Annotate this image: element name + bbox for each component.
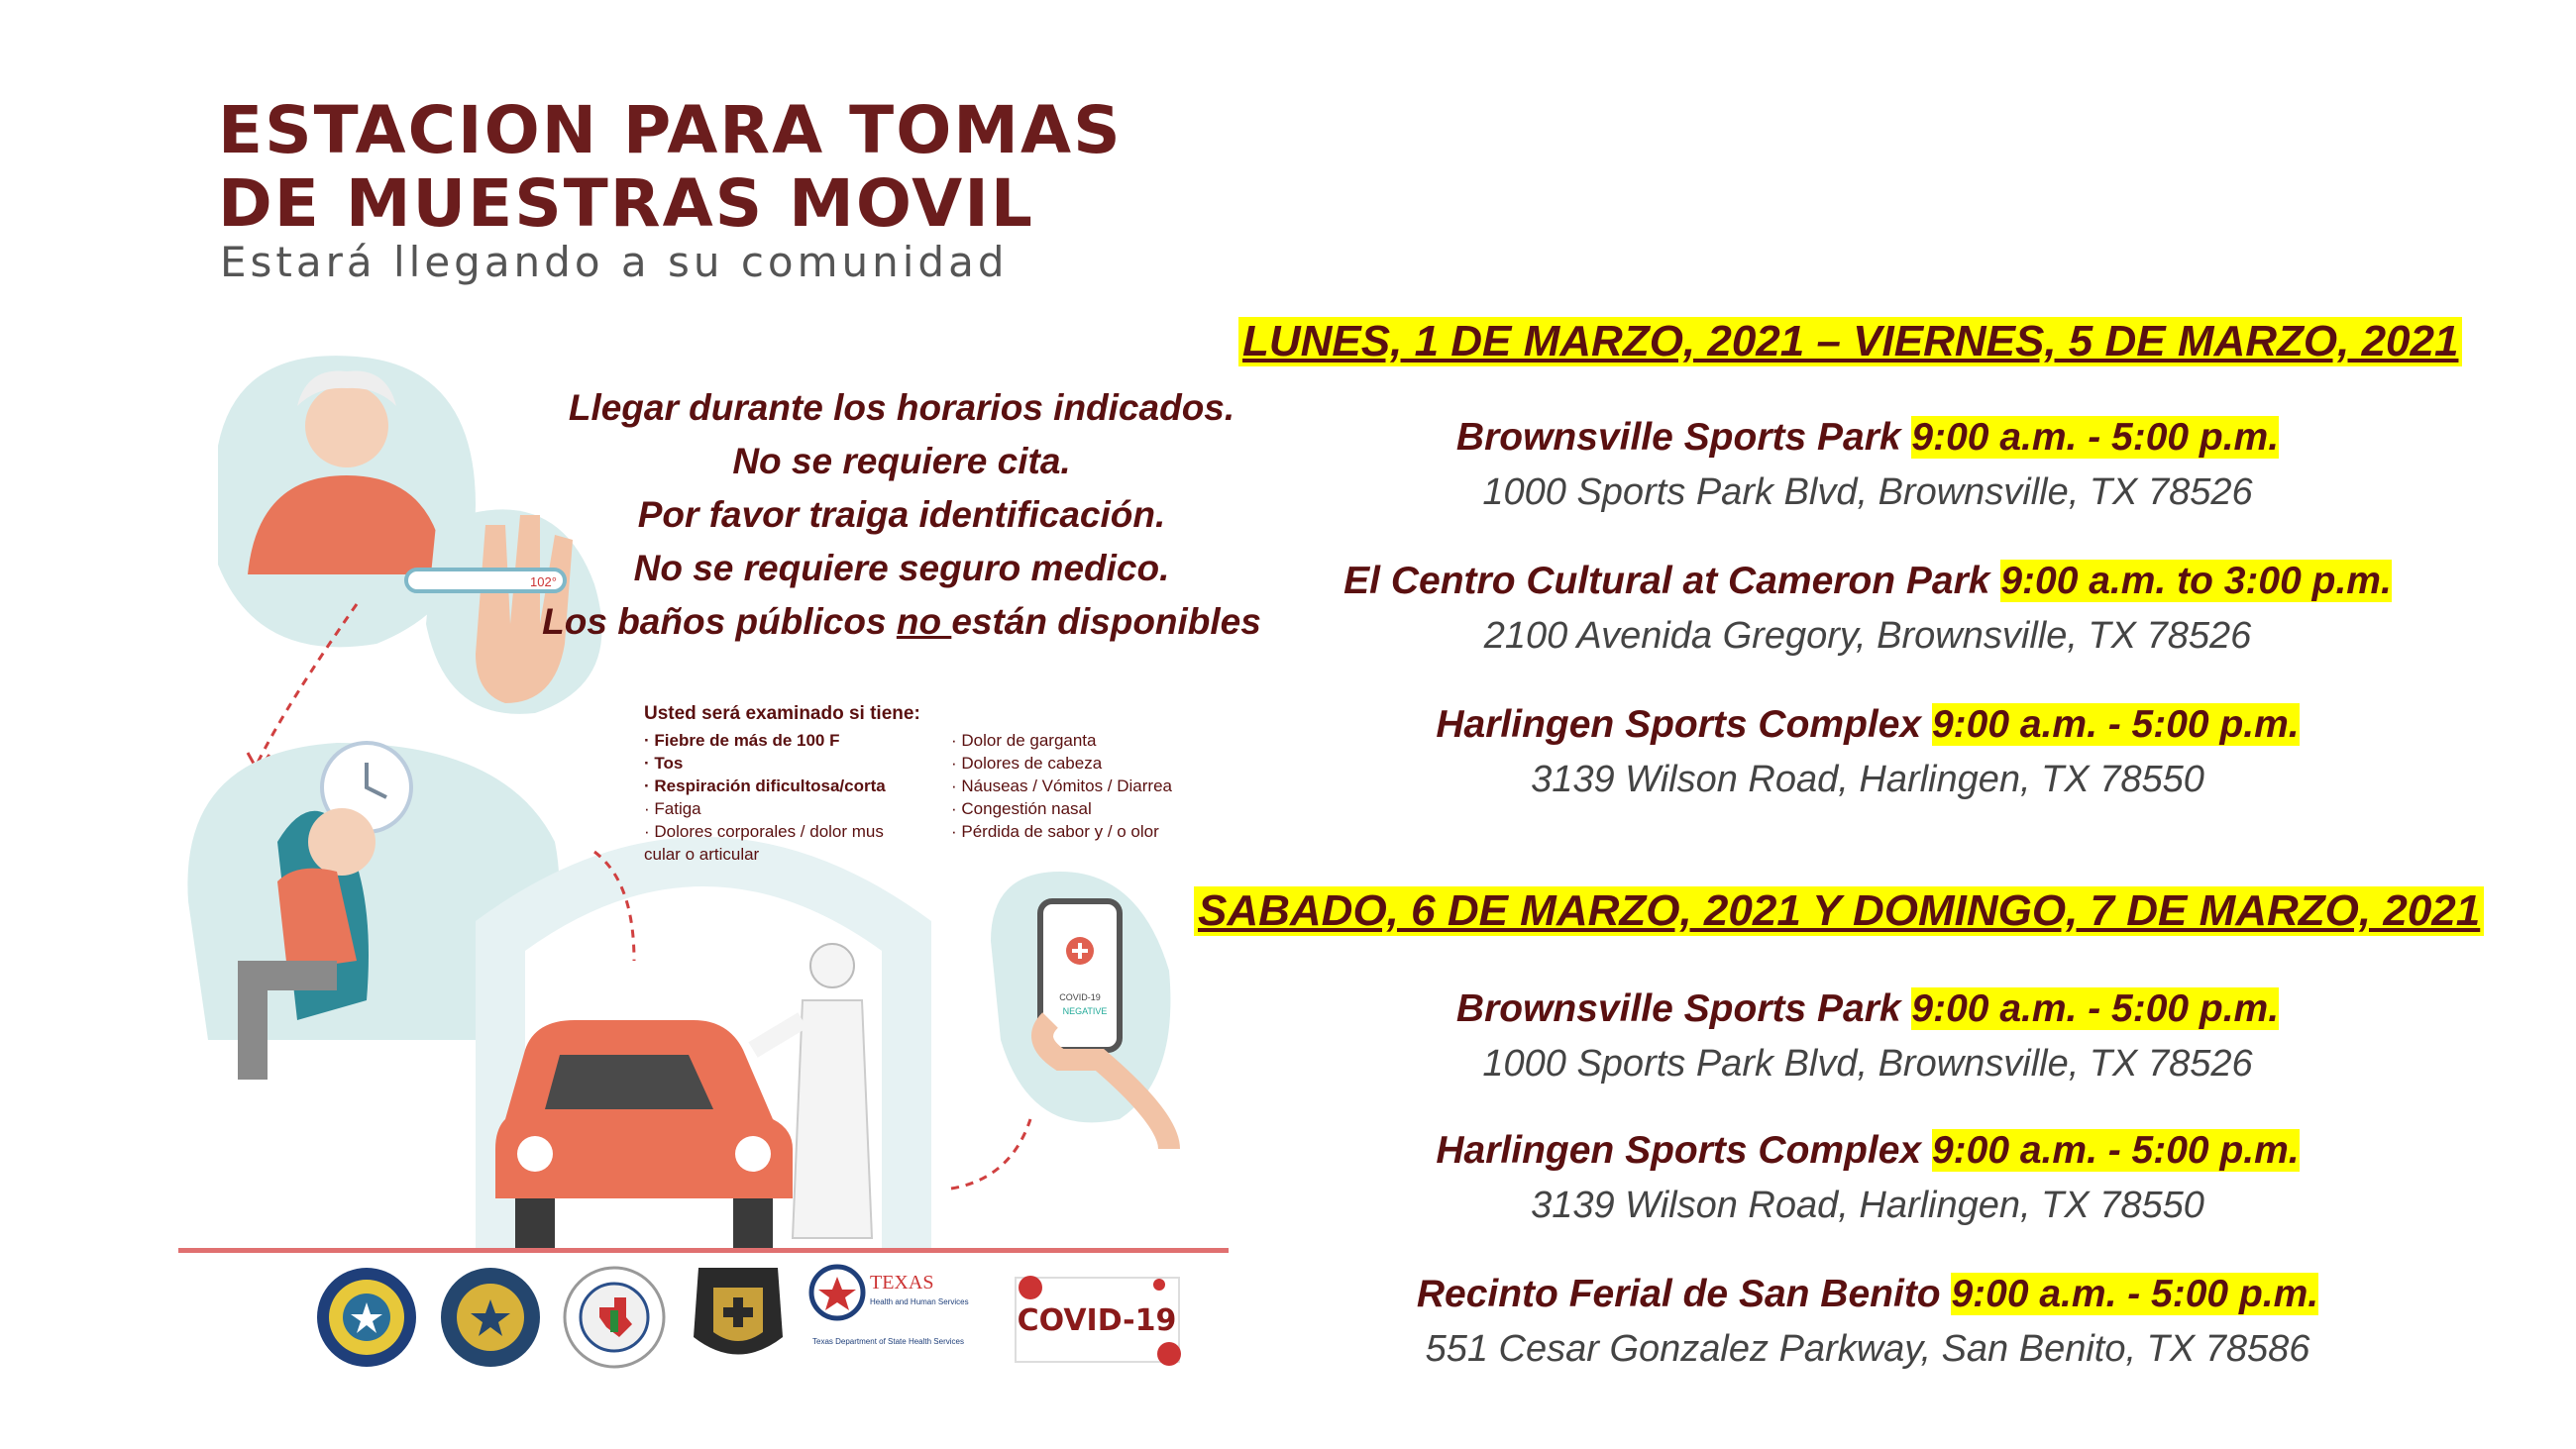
agency-logos-row (317, 1263, 1209, 1372)
symptom-item: · Dolor de garganta (951, 729, 1172, 752)
symptom-item: · Dolores corporales / dolor mus cular o articular (644, 820, 921, 866)
title-line-1: ESTACION PARA TOMAS (218, 92, 1123, 168)
location-address: 551 Cesar Gonzalez Parkway, San Benito, TX 78586 (1425, 1328, 2310, 1370)
instruction-line-5: Los baños públicos no están disponibles (542, 601, 1261, 642)
weekend-date-banner: SABADO, 6 DE MARZO, 2021 Y DOMINGO, 7 DE MARZO, 2021 (1194, 886, 2484, 936)
texas-military-department-seal-icon (441, 1268, 540, 1367)
location-hours: 9:00 a.m. - 5:00 p.m. (1951, 1273, 2319, 1315)
svg-text:Texas Department of State Heal: Texas Department of State Health Services (812, 1337, 964, 1346)
location-name: El Centro Cultural at Cameron Park (1343, 560, 2001, 602)
location-name: Harlingen Sports Complex (1436, 1129, 1932, 1172)
instructions-block (495, 381, 1308, 649)
location-address: 3139 Wilson Road, Harlingen, TX 78550 (1531, 1185, 2204, 1226)
svg-text:COVID-19: COVID-19 (1017, 1303, 1177, 1338)
location-hours: 9:00 a.m. - 5:00 p.m. (1931, 1129, 2300, 1172)
covid-19-badge-icon (1016, 1276, 1181, 1366)
location-name: Brownsville Sports Park (1455, 987, 1912, 1030)
symptoms-column-1 (644, 729, 931, 866)
instruction-line-4: No se requiere seguro medico. (633, 548, 1170, 588)
phone-label: COVID-19 (1059, 992, 1101, 1002)
weekend-location-1 (1323, 983, 2413, 1091)
weekend-location-3 (1323, 1268, 2413, 1377)
location-name: Harlingen Sports Complex (1436, 703, 1932, 746)
man-head-icon (305, 384, 388, 467)
instruction-line-2: No se requiere cita. (732, 441, 1071, 481)
health-worker-icon (810, 944, 854, 987)
texas-emergency-management-seal-icon (565, 1268, 664, 1367)
symptom-item: · Respiración dificultosa/corta (644, 775, 931, 797)
page-subtitle: Estará llegando a su comunidad (220, 238, 1009, 286)
location-address: 1000 Sports Park Blvd, Brownsville, TX 78526 (1482, 471, 2253, 513)
weekend-location-2 (1323, 1124, 2413, 1233)
texas-hhs-logo-icon (811, 1267, 969, 1346)
location-address: 2100 Avenida Gregory, Brownsville, TX 78526 (1483, 615, 2252, 657)
weekday-date-banner: LUNES, 1 DE MARZO, 2021 – VIERNES, 5 DE MARZO, 2021 (1238, 317, 2462, 366)
location-name: Recinto Ferial de San Benito (1416, 1273, 1952, 1315)
texas-ems-badge-icon (694, 1268, 783, 1355)
location-address: 1000 Sports Park Blvd, Brownsville, TX 78526 (1482, 1043, 2253, 1085)
location-hours: 9:00 a.m. - 5:00 p.m. (1911, 416, 2280, 459)
symptom-item: · Congestión nasal (951, 797, 1172, 820)
instruction-line-3: Por favor traiga identificación. (637, 494, 1166, 535)
symptom-item: · Fiebre de más de 100 F (644, 729, 931, 752)
weekday-location-1 (1323, 411, 2413, 520)
symptoms-list (644, 703, 1199, 866)
symptom-item: · Náuseas / Vómitos / Diarrea (951, 775, 1172, 797)
thermometer-reading: 102° (530, 574, 557, 589)
svg-text:TEXAS: TEXAS (870, 1272, 934, 1294)
ground-line (178, 1248, 1229, 1253)
symptom-item: · Fatiga (644, 797, 931, 820)
symptom-item: · Tos (644, 752, 931, 775)
symptoms-heading: Usted será examinado si tiene: (644, 703, 920, 724)
cameron-county-seal-icon (317, 1268, 416, 1367)
symptom-item: · Dolores de cabeza (951, 752, 1172, 775)
location-hours: 9:00 a.m. - 5:00 p.m. (1911, 987, 2280, 1030)
location-hours: 9:00 a.m. - 5:00 p.m. (1931, 703, 2300, 746)
symptom-item: · Pérdida de sabor y / o olor (951, 820, 1172, 843)
weekday-location-2 (1323, 555, 2413, 664)
location-hours: 9:00 a.m. to 3:00 p.m. (2000, 560, 2392, 602)
phone-result: NEGATIVE (1062, 1006, 1108, 1016)
weekday-location-3 (1323, 698, 2413, 807)
title-line-2: DE MUESTRAS MOVIL (218, 165, 1034, 242)
svg-text:Health and Human Services: Health and Human Services (870, 1297, 969, 1306)
location-address: 3139 Wilson Road, Harlingen, TX 78550 (1531, 759, 2204, 800)
instruction-line-1: Llegar durante los horarios indicados. (568, 387, 1235, 428)
location-name: Brownsville Sports Park (1455, 416, 1912, 459)
symptoms-column-2 (951, 729, 1172, 866)
page-title (218, 94, 1123, 241)
